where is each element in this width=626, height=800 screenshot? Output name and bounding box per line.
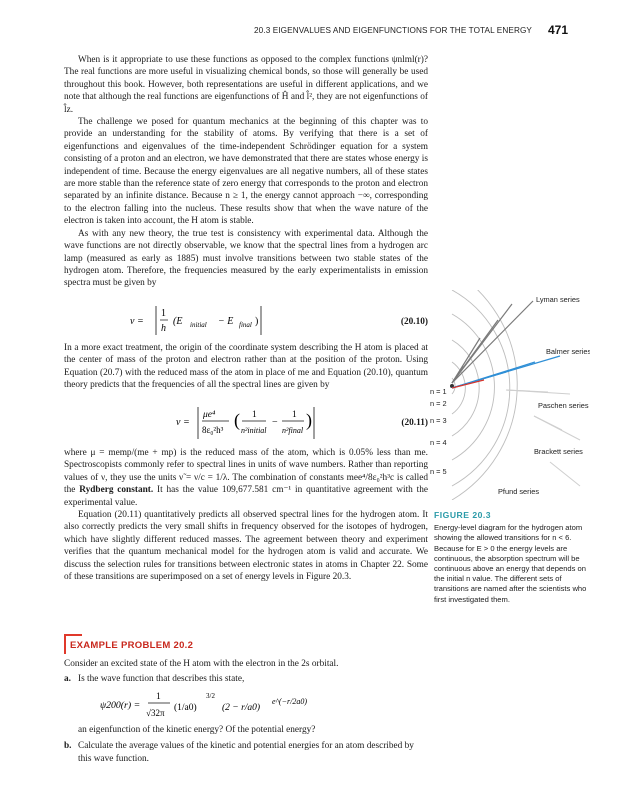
equation-label-20-10: (20.10): [400, 317, 428, 327]
paragraph-4-block: [64, 342, 428, 392]
figure-caption: [434, 510, 590, 605]
paragraph-5-start: where μ = memp/(me + mp) is the reduced mass of the atom, which is 0.05% less than me. Spectroscopists commonly refer to spectral lines in units of wave numbers. Rather than reporting values of ν, they use the units ν̃ = ν/c = 1/λ. The combination of constants mee⁴/8ε₀²h³c is called the: [64, 448, 428, 496]
running-header: [0, 22, 626, 44]
label-pfund: Pfund series: [498, 487, 540, 496]
eq1-lhs: ν =: [130, 316, 144, 327]
level-n3: n = 3: [430, 416, 447, 425]
eq2-open-paren: (: [234, 410, 240, 430]
level-n2: n = 2: [430, 399, 447, 408]
equation-20-10: [64, 303, 428, 343]
pfund-lines: [550, 462, 580, 486]
equation-20-10-graphic: [128, 303, 428, 337]
eq1-mid: (E: [173, 316, 183, 327]
eq1-sub-final: final: [239, 321, 252, 329]
equation-label-20-11: (20.11): [401, 418, 428, 428]
page-number: 471: [547, 23, 568, 37]
paragraph-6: Equation (20.11) quantitatively predicts all observed spectral lines for the hydrogen atom. It also correctly predicts the very small shifts in frequency observed for the isotopes of hydrogen, which have slightly different reduced masses. The agreement between theory and experiment verifies that the quantum mechanical model for the hydrogen atom is valid and accurate. We discuss the selection rules for transitions between electronic states in atoms in Chapter 22. Some of these transitions are superimposed on a set of energy levels in Figure 20.3.: [64, 510, 428, 583]
wf-exp: e^(−r/2a0): [272, 696, 307, 706]
paragraph-5-6-block: [64, 447, 428, 583]
example-problem-title: EXAMPLE PROBLEM 20.2: [70, 640, 194, 651]
wf-power: 3/2: [206, 691, 215, 700]
part-b: [64, 740, 428, 765]
figure-number: FIGURE 20.3: [434, 510, 492, 520]
eq1-close: ): [255, 316, 259, 327]
eq2-t2-den: n²final: [282, 426, 304, 435]
energy-level-diagram: [430, 290, 590, 500]
equation-20-11: [64, 404, 428, 442]
arc-n6: [452, 290, 517, 500]
orbit-arcs: [452, 290, 517, 500]
heading-bar: [64, 634, 66, 654]
eq1-sub-initial: initial: [190, 321, 207, 329]
level-n4: n = 4: [430, 438, 447, 447]
label-lyman: Lyman series: [536, 295, 580, 304]
part-a-text: Is the wave function that describes this state,: [78, 674, 245, 685]
eq2-minus: −: [272, 417, 278, 428]
wave-function-equation: [98, 686, 318, 724]
paragraph-5-end: It has the value 109,677.581 cm⁻¹ in quantitative agreement with the experimental value.: [64, 485, 429, 508]
example-problem-heading: [64, 634, 424, 656]
caption-text: Energy-level diagram for the hydrogen atom showing the allowed transitions for n < 6. Because for E > 0 the energy levels are continuous, the absorption spectrum will be continuous above an energy that depends on the initial n value. The different sets of transitions are named after the scientists who first investigated them.: [434, 523, 587, 604]
part-a-text2: an eigenfunction of the kinetic energy? Of the potential energy?: [78, 724, 316, 735]
wf-lhs: ψ200(r) =: [100, 699, 141, 711]
rydberg-term: Rydberg constant.: [79, 485, 154, 496]
label-balmer: Balmer series: [546, 347, 590, 356]
paragraph-5: [64, 447, 428, 509]
part-b-label: b.: [64, 741, 72, 752]
eq2-close-paren: ): [306, 410, 312, 430]
wf-paren: (2 − r/a0): [222, 702, 261, 713]
paragraph-3: As with any new theory, the true test is consistency with experimental data. Although the wave functions are not directly observable, we know that the spectral lines from a hydrogen arc lamp (measured as early as 1885) must involve transitions between two stable states of the hydrogen atom. Therefore, the frequencies measured by the early experimentalists in emission spectra must be given by: [64, 228, 428, 289]
eq2-t1-num: 1: [252, 410, 257, 420]
example-intro: Consider an excited state of the H atom with the electron in the 2s orbital.: [64, 659, 339, 669]
paragraph-4: In a more exact treatment, the origin of the coordinate system describing the H atom is placed at the center of mass of the proton and electron rather than at the position of the proton. Using Equation (20.7) with the reduced mass of the atom in place of me and Equation (20.10), quantum theory predicts that the frequencies of all the spectral lines are given by: [64, 343, 428, 391]
brackett-lines: [534, 416, 580, 440]
eq1-frac-den: h: [161, 323, 166, 334]
example-problem-body: [64, 658, 428, 765]
heading-rule: [64, 634, 82, 636]
main-text-block: [64, 54, 428, 290]
wf-inner: (1/a0): [174, 702, 197, 713]
eq1-minus: − E: [218, 316, 234, 327]
paragraph-2: The challenge we posed for quantum mechanics at the beginning of this chapter was to provide an understanding for the stability of atoms. By verifying that there is a set of eigenfunctions and eigenvalues of the time-independent Schrödinger equation for a system consisting of a proton and an electron, we have demonstrated that there are states whose energy is independent of time. Because the energy eigenvalues are all negative numbers, all of these states are more stable than the reference state of zero energy that corresponds to the proton and electron separated by an infinite distance. Because n ≥ 1, the energy cannot approach −∞, corresponding to the electron falling into the nucleus. These results show that when the wave nature of the electron is taken into account, the H atom is stable.: [64, 117, 428, 227]
eq2-lhs: ν =: [176, 417, 190, 428]
wf-frac-num: 1: [156, 691, 161, 702]
running-title: 20.3 EIGENVALUES AND EIGENFUNCTIONS FOR THE TOTAL ENERGY: [254, 26, 532, 35]
equation-20-11-graphic: [174, 404, 474, 442]
wf-frac-den: √32π: [146, 707, 165, 718]
eq2-t1-den: n²initial: [241, 426, 267, 435]
part-b-text: Calculate the average values of the kinetic and potential energies for an atom described by this wave function.: [78, 741, 414, 764]
label-brackett: Brackett series: [534, 447, 583, 456]
part-a: [64, 673, 428, 685]
paragraph-1: When is it appropriate to use these functions as opposed to the complex functions ψnlml(r)? The real functions are more useful in visualizing chemical bonds, so those will generally be used throughout this book. However, both representations are useful in different applications, and we note that although the real functions are eigenfunctions of Ĥ and l̂², they are not eigenfunctions of l̂z.: [64, 55, 428, 115]
level-n5: n = 5: [430, 467, 447, 476]
level-n1: n = 1: [430, 387, 447, 396]
part-a-label: a.: [64, 674, 71, 685]
eq2-den: 8ε₀²h³: [202, 425, 224, 435]
paschen-lines: [506, 390, 570, 394]
eq2-t2-num: 1: [292, 410, 297, 420]
label-paschen: Paschen series: [538, 401, 589, 410]
figure-20-3: [430, 290, 590, 500]
eq2-num: μe⁴: [203, 410, 216, 420]
eq1-frac-num: 1: [161, 308, 166, 319]
